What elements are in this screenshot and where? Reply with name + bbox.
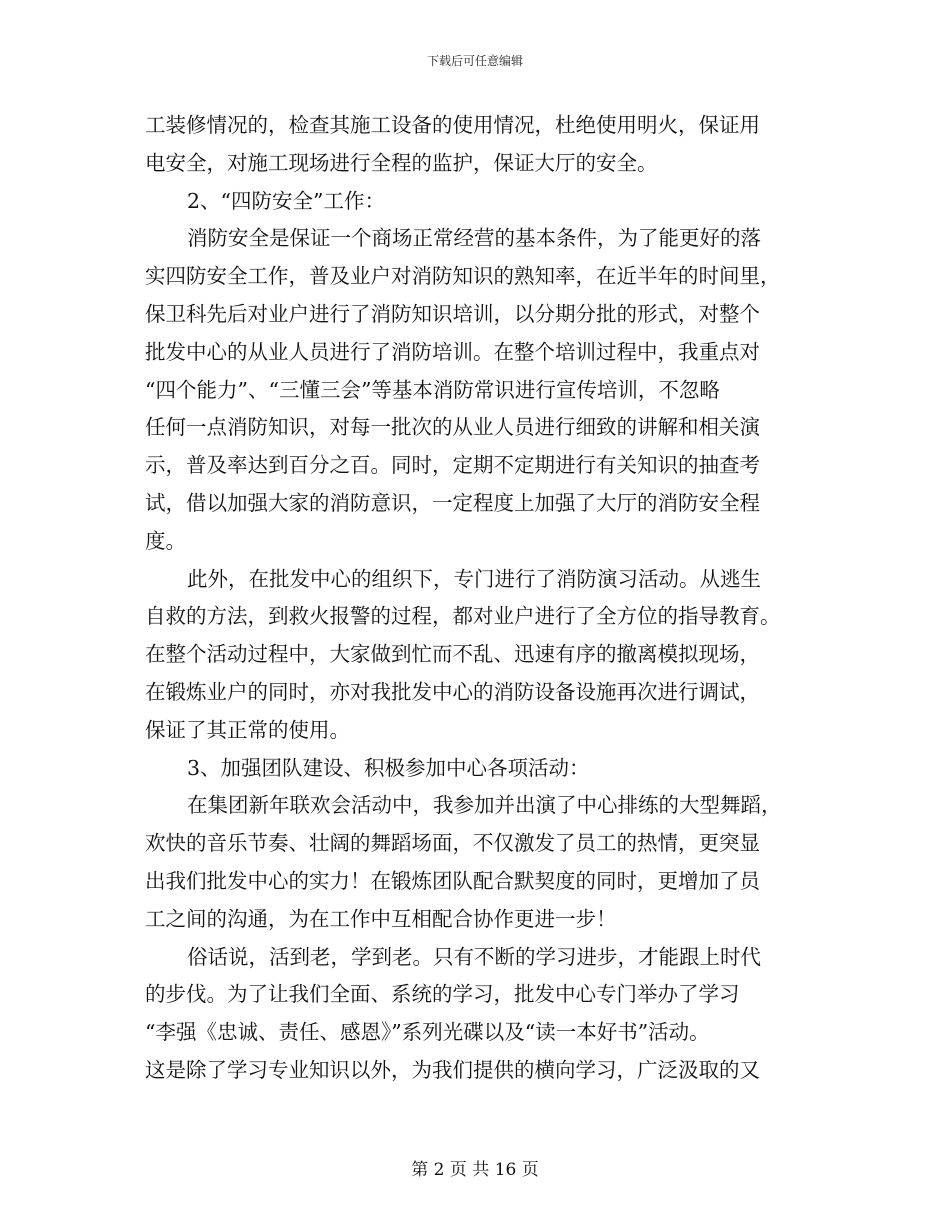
text-line: 在整个活动过程中，大家做到忙而不乱、迅速有序的撤离模拟现场， (145, 642, 760, 667)
document-body (145, 107, 813, 1090)
text-line: 工装修情况的，检查其施工设备的使用情况，杜绝使用明火，保证用 (145, 113, 760, 137)
text-line: 在锻炼业户的同时，亦对我批发中心的消防设备设施再次进行调试， (145, 679, 760, 704)
text-line: 示，普及率达到百分之百。同时，定期不定期进行有关知识的抽查考 (145, 453, 760, 478)
text-line: 工之间的沟通，为在工作中互相配合协作更进一步！ (145, 906, 617, 931)
page-footer-indicator: 第 2 页 共 16 页 (411, 1160, 539, 1180)
text-line: 批发中心的从业人员进行了消防培训。在整个培训过程中，我重点对 (145, 339, 760, 364)
text-line: 这是除了学习专业知识以外，为我们提供的横向学习，广泛汲取的又 (145, 1057, 760, 1082)
text-line: “李强《忠诚、责任、感恩》”系列光碟以及“读一本好书”活动。 (145, 1020, 710, 1045)
text-line: 2、“四防安全”工作： (187, 188, 386, 213)
text-line: 任何一点消防知识，对每一批次的从业人员进行细致的讲解和相关演 (145, 415, 760, 440)
text-line: 自救的方法，到救火报警的过程，都对业户进行了全方位的指导教育。 (145, 604, 781, 629)
text-line: 欢快的音乐节奏、壮阔的舞蹈场面，不仅激发了员工的热情，更突显 (145, 831, 760, 856)
text-line: 度。 (145, 528, 186, 553)
text-line: 实四防安全工作，普及业户对消防知识的熟知率，在近半年的时间里， (145, 264, 781, 289)
text-line: 保证了其正常的使用。 (145, 717, 350, 742)
text-line: 消防安全是保证一个商场正常经营的基本条件，为了能更好的落 (187, 226, 761, 251)
text-line: 此外，在批发中心的组织下，专门进行了消防演习活动。从逃生 (187, 566, 761, 591)
text-line: 出我们批发中心的实力！在锻炼团队配合默契度的同时，更增加了员 (145, 868, 760, 893)
text-line: 3、加强团队建设、积极参加中心各项活动： (187, 755, 590, 780)
text-line: 的步伐。为了让我们全面、系统的学习，批发中心专门举办了学习 (145, 982, 740, 1007)
text-line: “四个能力”、“三懂三会”等基本消防常识进行宣传培训，不忽略 (145, 377, 720, 402)
text-line: 试，借以加强大家的消防意识，一定程度上加强了大厅的消防安全程 (145, 490, 760, 515)
text-line: 保卫科先后对业户进行了消防知识培训，以分期分批的形式，对整个 (145, 301, 760, 326)
text-line: 电安全，对施工现场进行全程的监护，保证大厅的安全。 (145, 150, 658, 175)
text-line: 俗话说，活到老，学到老。只有不断的学习进步，才能跟上时代 (187, 944, 761, 969)
page-header-note: 下载后可任意编辑 (426, 54, 523, 68)
text-line: 在集团新年联欢会活动中，我参加并出演了中心排练的大型舞蹈， (187, 793, 782, 818)
